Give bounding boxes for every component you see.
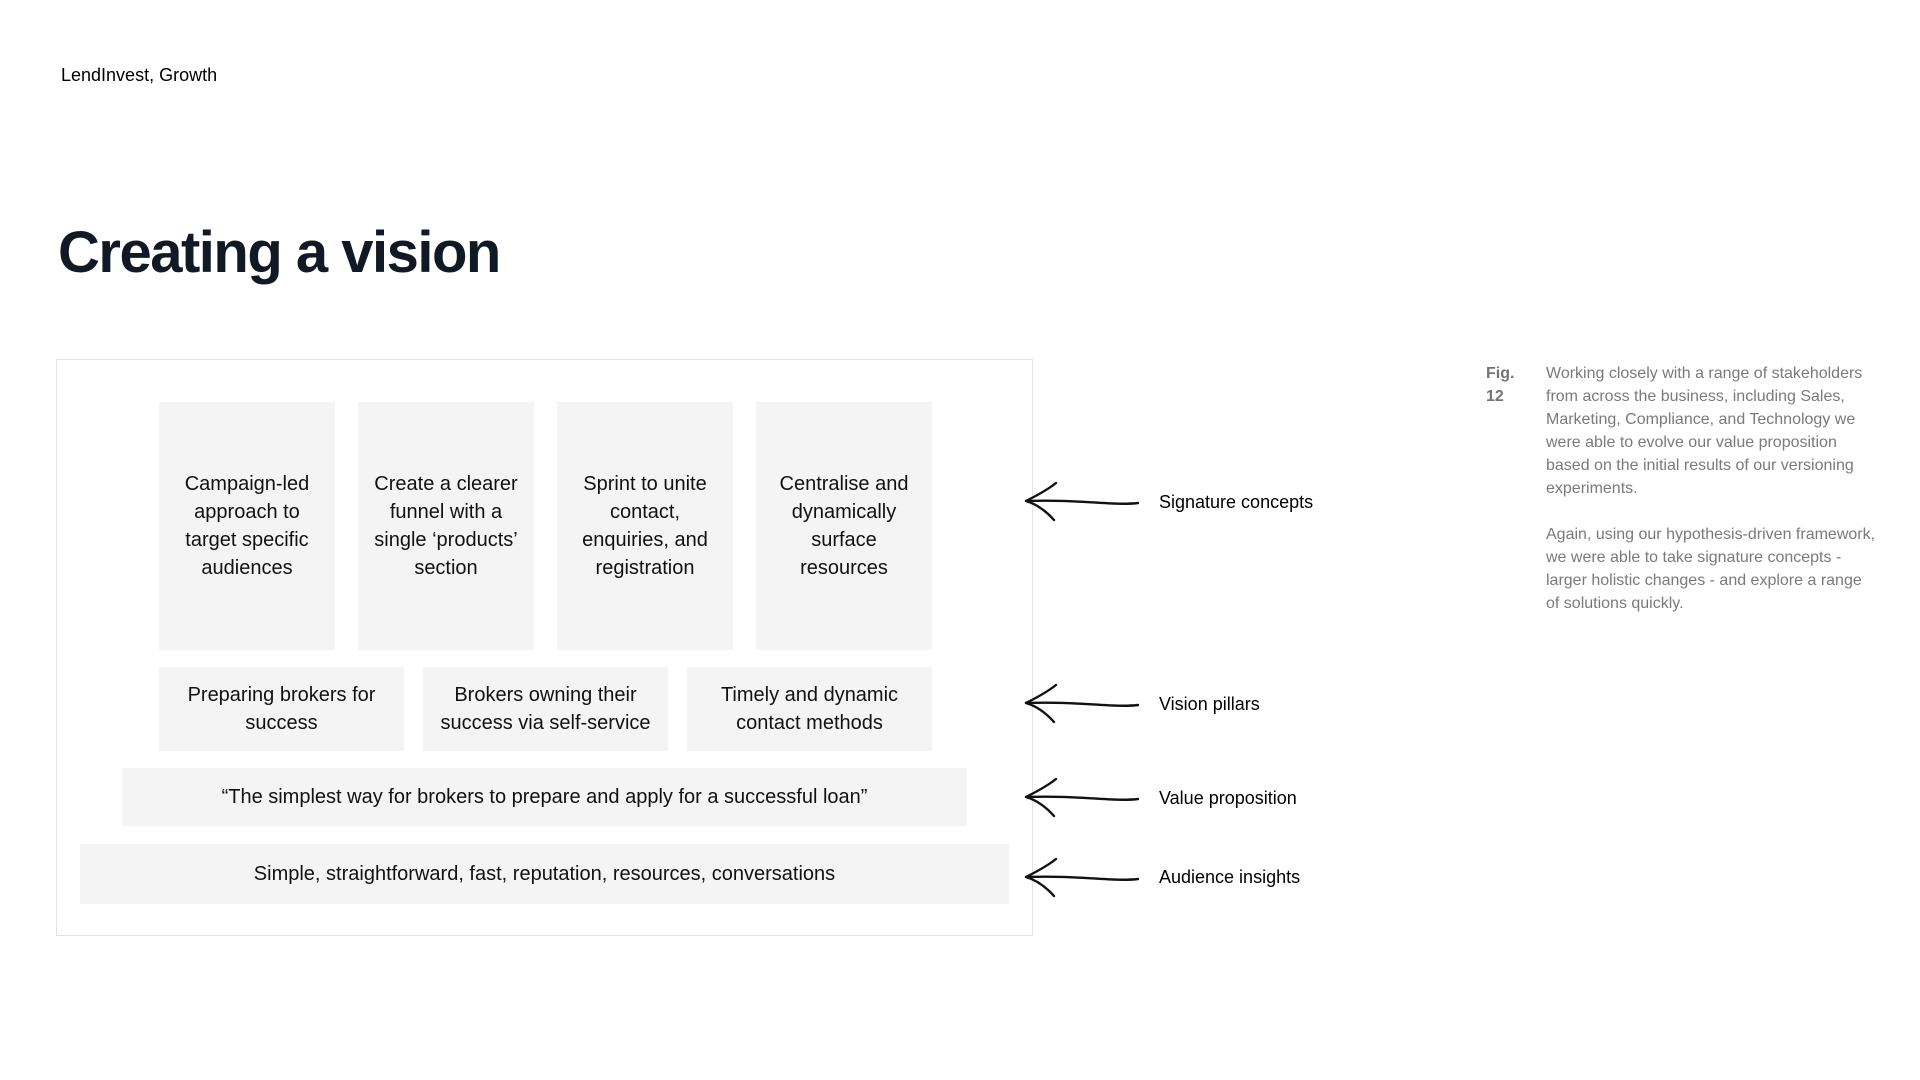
- arrow-left-icon: [1018, 681, 1142, 725]
- vision-pillar-box: Preparing brokers for success: [159, 667, 404, 751]
- layer-label-audience: Audience insights: [1159, 867, 1301, 887]
- arrow-left-icon: [1018, 855, 1142, 899]
- vision-pillar-box: Timely and dynamic contact methods: [687, 667, 932, 751]
- figure-word: Fig.: [1486, 365, 1515, 382]
- arrow-left-icon: [1018, 479, 1142, 523]
- vision-pillar-box: Brokers owning their success via self-service: [423, 667, 668, 751]
- signature-concept-box: Sprint to unite contact, enquiries, and registration: [557, 402, 733, 650]
- value-proposition-box: “The simplest way for brokers to prepare and apply for a successful loan”: [122, 768, 967, 826]
- signature-concept-box: Campaign-led approach to target specific audiences: [159, 402, 335, 650]
- figure-label: [1486, 362, 1530, 408]
- caption-paragraph: Working closely with a range of stakeholders from across the business, including Sales, Marketing, Compliance, and Technology we were able to evolve our value proposition based on the initial results of our versioning experiments.: [1546, 365, 1863, 497]
- arrow-left-icon: [1018, 775, 1142, 819]
- audience-insights-box: Simple, straightforward, fast, reputation, resources, conversations: [80, 844, 1009, 904]
- signature-concept-box: Centralise and dynamically surface resources: [756, 402, 932, 650]
- figure-caption: [1546, 362, 1876, 638]
- layer-label-pillars: Vision pillars: [1159, 694, 1260, 714]
- page-title: Creating a vision: [58, 220, 500, 285]
- header-label: LendInvest, Growth: [61, 65, 218, 85]
- layer-label-value: Value proposition: [1159, 788, 1297, 808]
- layer-label-signature: Signature concepts: [1159, 492, 1314, 512]
- signature-concept-box: Create a clearer funnel with a single ‘products’ section: [358, 402, 534, 650]
- figure-number: 12: [1486, 388, 1504, 405]
- caption-paragraph: Again, using our hypothesis-driven framework, we were able to take signature concepts - larger holistic changes - and explore a range of solutions quickly.: [1546, 526, 1876, 612]
